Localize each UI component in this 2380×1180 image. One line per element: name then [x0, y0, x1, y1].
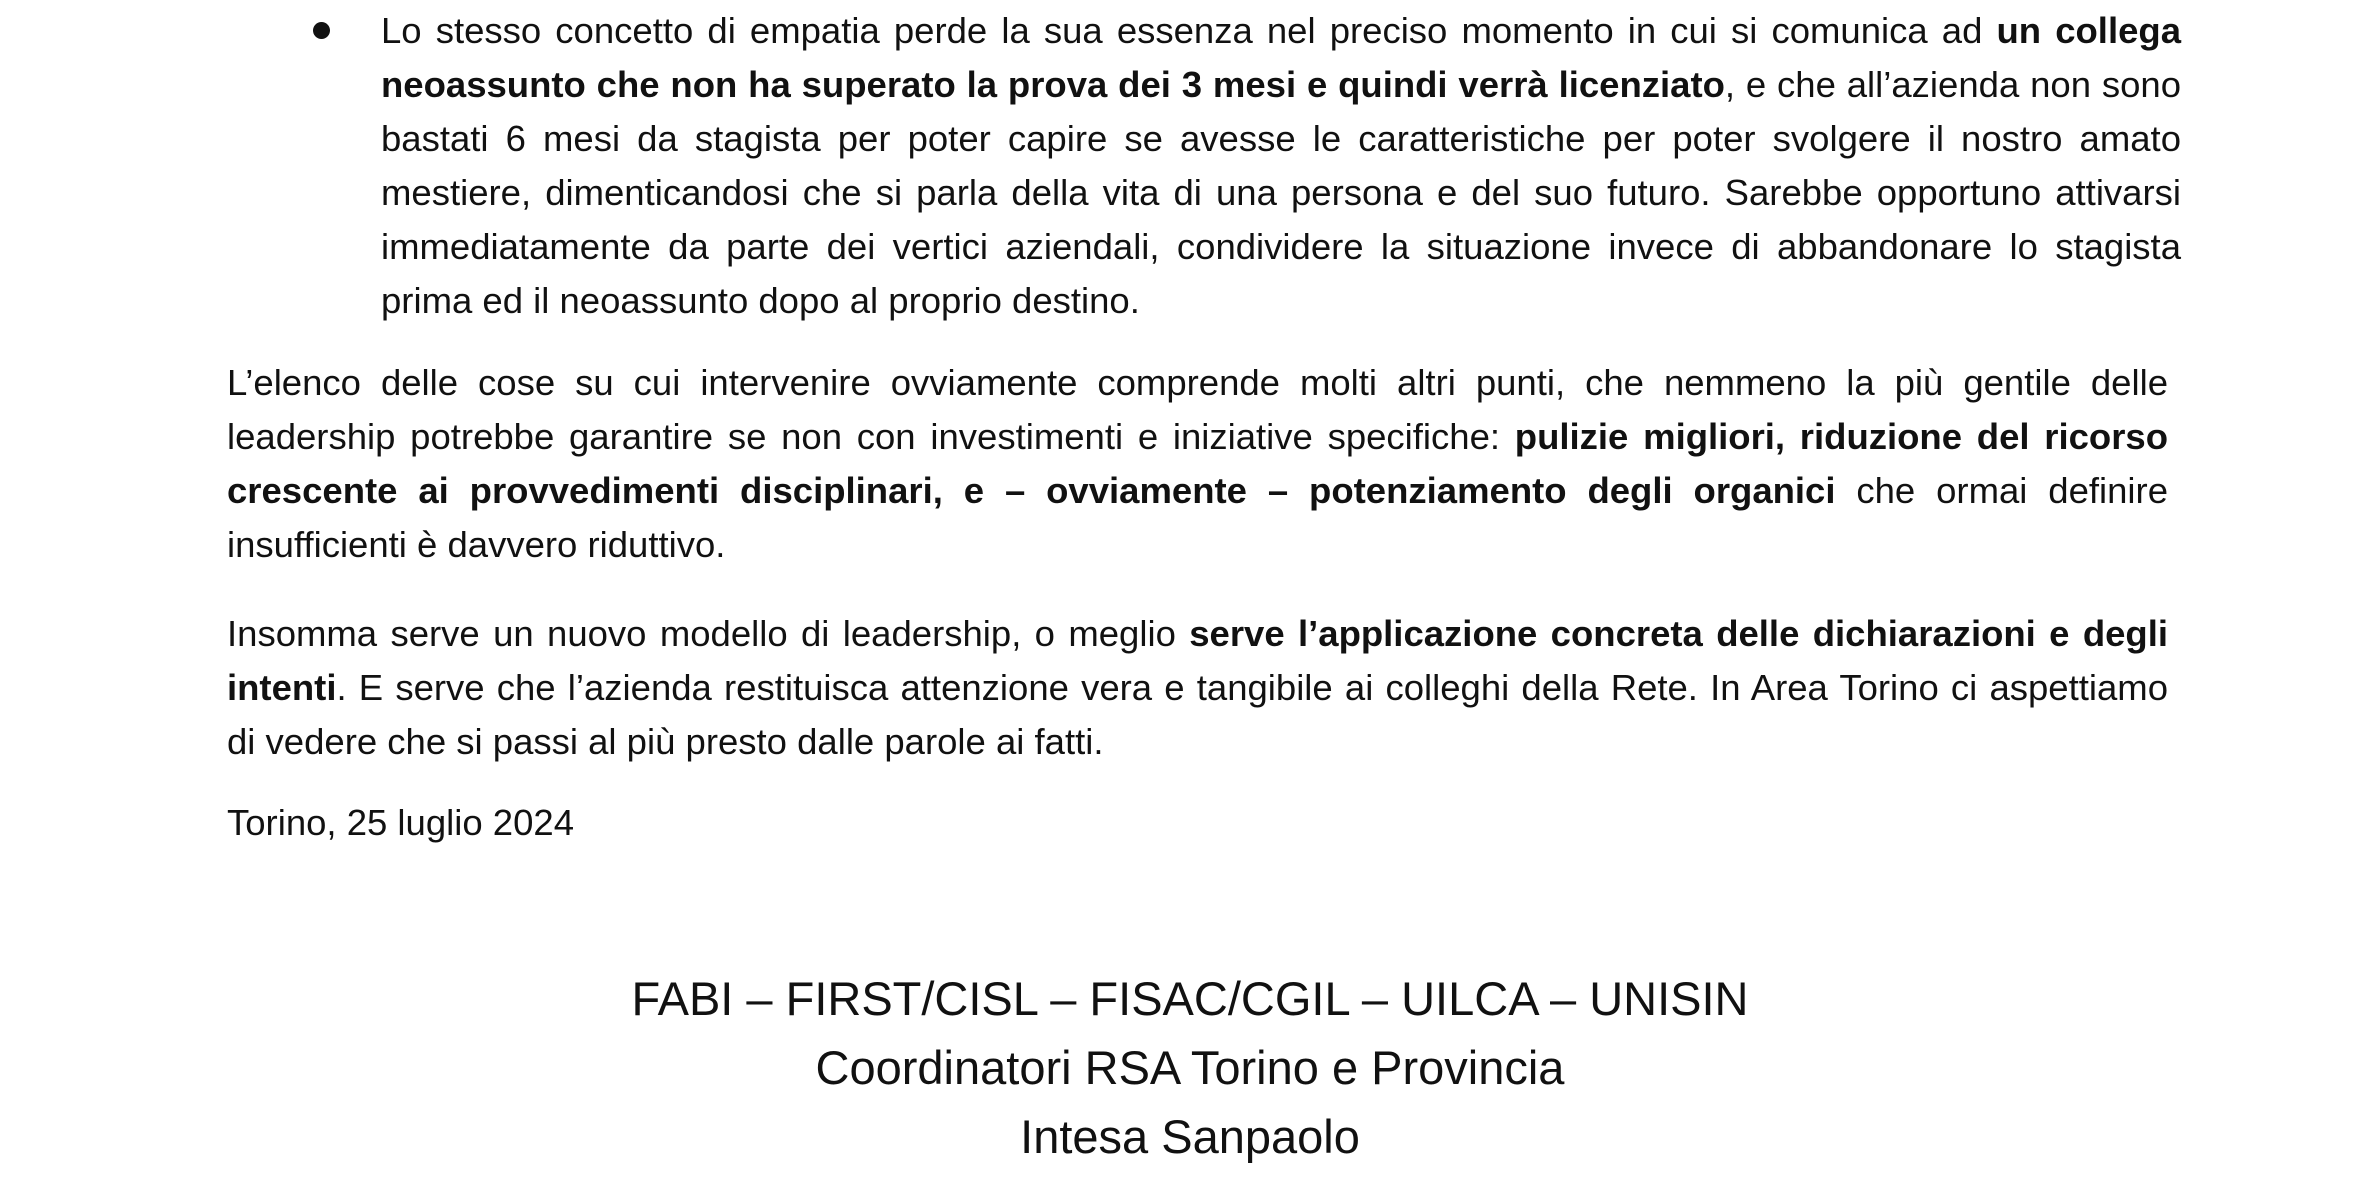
paragraph-leadership-part1: Insomma serve un nuovo modello di leadership, o meglio — [227, 613, 1190, 654]
signature-unions: FABI – FIRST/CISL – FISAC/CGIL – UILCA – UNISIN — [631, 972, 1749, 1025]
paragraph-leadership-bold: serve l’applicazione concreta delle dichiarazioni e degli intenti — [227, 613, 2169, 708]
paragraph-interventions — [227, 356, 2168, 572]
bullet-text-part2: , e che all’azienda non sono bastati 6 mesi da stagista per poter capire se avesse le caratteristiche per poter svolgere il nostro amato mestiere, dimenticandosi che si parla della vita di una persona e del suo futuro. Sarebbe opportuno attivarsi immediatamente da parte dei vertici aziendali, condividere la situazione invece di abbandonare lo stagista prima ed il neoassunto dopo al proprio destino. — [381, 64, 2181, 321]
paragraph-interventions-part2: che ormai definire insufficienti è davvero riduttivo. — [227, 470, 2168, 565]
signature-coordinators: Coordinatori RSA Torino e Provincia — [815, 1041, 1565, 1094]
bullet-text-bold: un collega neoassunto che non ha superato la prova dei 3 mesi e quindi verrà licenziato — [381, 10, 2181, 105]
paragraph-leadership — [227, 607, 2168, 769]
paragraph-interventions-part1: L’elenco delle cose su cui intervenire ovviamente comprende molti altri punti, che nemmeno la più gentile delle leadership potrebbe garantire se non con investimenti e iniziative specifiche: — [227, 362, 2168, 457]
paragraph-interventions-bold: pulizie migliori, riduzione del ricorso crescente ai provvedimenti disciplinari, e – ovviamente – potenziamento degli organici — [227, 416, 2169, 511]
document-date: Torino, 25 luglio 2024 — [227, 802, 574, 843]
signature-block — [0, 964, 2380, 1171]
bullet-text — [381, 4, 2181, 328]
paragraph-leadership-part2: . E serve che l’azienda restituisca attenzione vera e tangibile ai colleghi della Rete. In Area Torino ci aspettiamo di vedere che si passi al più presto dalle parole ai fatti. — [227, 667, 2168, 762]
bullet-text-part1: Lo stesso concetto di empatia perde la sua essenza nel preciso momento in cui si comunica ad — [381, 10, 1997, 51]
bullet-dot-icon — [313, 22, 330, 39]
signature-company: Intesa Sanpaolo — [1020, 1110, 1360, 1163]
